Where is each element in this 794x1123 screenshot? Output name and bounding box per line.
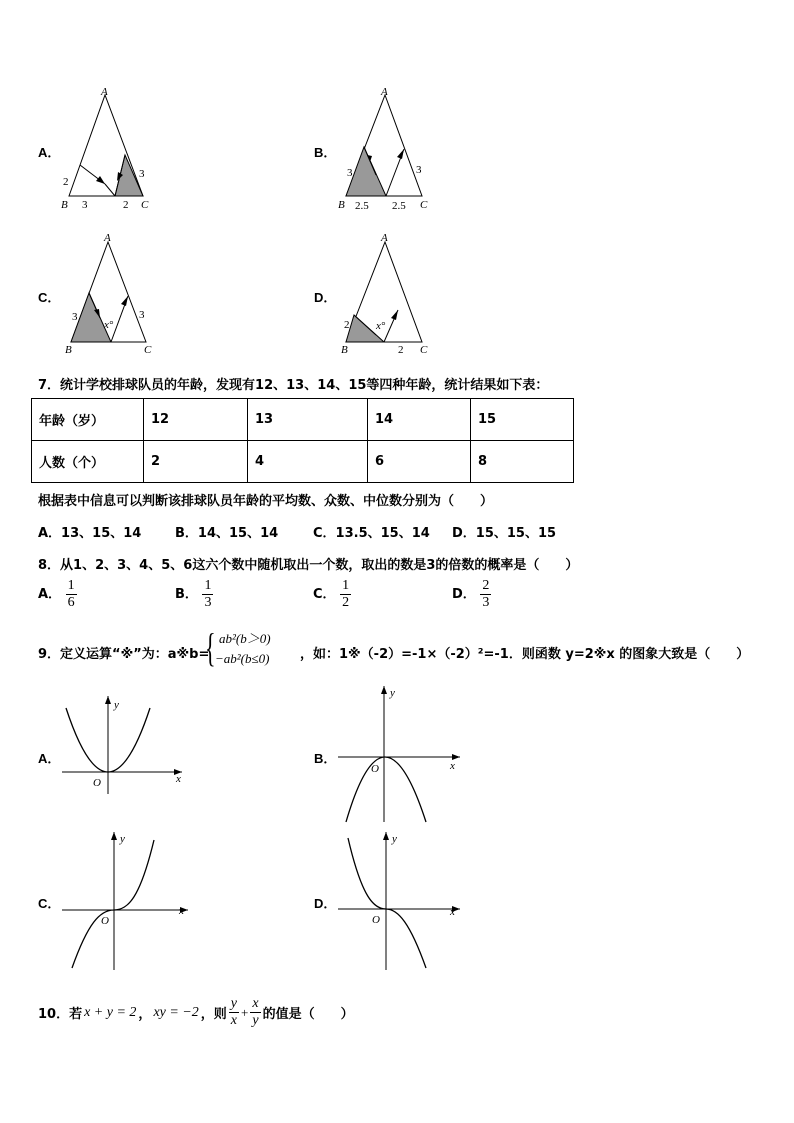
table-cell: 年龄（岁）: [32, 399, 144, 441]
denominator: 6: [67, 595, 75, 610]
q6-option-a-label[interactable]: A．: [38, 145, 61, 160]
q6-option-c-label[interactable]: C．: [38, 290, 61, 305]
q7-option-c[interactable]: C．13.5、15、14: [313, 526, 430, 541]
q8-stem: 8．从1、2、3、4、5、6这六个数中随机取出一个数，取出的数是3的倍数的概率是（ ）: [38, 558, 579, 573]
table-cell: 4: [248, 441, 368, 483]
q9-brace: {: [205, 625, 216, 670]
table-cell: 13: [248, 399, 368, 441]
q9-a-x-label: x: [176, 773, 181, 785]
table-cell: 12: [144, 399, 248, 441]
q9-prefix: 9．定义运算“※”为：a※b=: [38, 647, 210, 662]
q6-d-angle: x°: [376, 320, 386, 332]
denominator: x: [230, 1013, 237, 1028]
q9-b-y-label: y: [390, 687, 395, 699]
q6-d-vertex-b: B: [341, 344, 348, 356]
q9-c-origin: O: [101, 915, 109, 927]
q6-a-side-2: 3: [82, 199, 88, 211]
q9-c-y-label: y: [120, 833, 125, 845]
q8-option-a[interactable]: [38, 578, 77, 611]
q9-b-origin: O: [371, 763, 379, 775]
q6-c-vertex-c: C: [144, 344, 152, 356]
q10-separator: ，: [138, 1007, 152, 1022]
q10-cond-1: x + y = 2: [84, 1004, 137, 1020]
q8-option-b[interactable]: [175, 578, 213, 611]
table-row: [32, 441, 574, 483]
q6-c-side-2: 3: [139, 309, 145, 321]
table-cell: 14: [368, 399, 471, 441]
q6-b-side-4: 3: [416, 164, 422, 176]
denominator: 3: [204, 595, 212, 610]
q9-a-y-label: y: [114, 699, 119, 711]
q6-figure-d: [334, 230, 444, 360]
table-cell: 6: [368, 441, 471, 483]
denominator: 3: [482, 595, 490, 610]
fraction: [480, 578, 491, 611]
q7-stem: 7．统计学校排球队员的年龄，发现有12、13、14、15等四种年龄，统计结果如下表：: [38, 378, 549, 393]
denominator: y: [252, 1013, 259, 1028]
q6-a-apex: A: [101, 86, 108, 98]
q8-option-d[interactable]: [452, 578, 491, 611]
q9-option-a-label[interactable]: A．: [38, 751, 61, 766]
q9-c-x-label: x: [179, 905, 184, 917]
q9-graph-c: [58, 828, 193, 973]
q9-a-origin: O: [93, 777, 101, 789]
q6-b-side-2: 2.5: [355, 200, 369, 212]
q6-figure-a: [55, 85, 165, 215]
q10-plus: +: [241, 1004, 249, 1020]
q6-c-vertex-b: B: [65, 344, 72, 356]
q6-option-d-label[interactable]: D．: [314, 290, 337, 305]
table-cell: 8: [471, 441, 574, 483]
q6-figure-b: [334, 85, 444, 215]
q6-option-b-label[interactable]: B．: [314, 145, 337, 160]
q6-d-side-1: 2: [344, 319, 350, 331]
q7-option-a[interactable]: A．13、15、14: [38, 526, 142, 541]
q6-a-side-3: 2: [123, 199, 129, 211]
q6-a-side-1: 2: [63, 176, 69, 188]
table-row: [32, 399, 574, 441]
q10-stem: [38, 996, 354, 1029]
q8-option-c[interactable]: [313, 578, 351, 611]
table-cell: 人数（个）: [32, 441, 144, 483]
numerator: 1: [342, 578, 350, 593]
numerator: x: [252, 996, 259, 1011]
q9-graph-a: [58, 690, 193, 795]
q10-prefix: 10．若: [38, 1007, 83, 1022]
q9-option-d-label[interactable]: D．: [314, 896, 337, 911]
q9-b-x-label: x: [450, 760, 455, 772]
q9-case-2: −ab²(b≤0): [215, 651, 270, 666]
numerator: y: [230, 996, 237, 1011]
q6-d-apex: A: [381, 232, 388, 244]
q8-option-b-label: B．: [175, 587, 198, 602]
q9-option-c-label[interactable]: C．: [38, 896, 61, 911]
fraction: [340, 578, 351, 611]
q7-option-d[interactable]: D．15、15、15: [452, 526, 557, 541]
q6-a-side-4: 3: [139, 168, 145, 180]
q6-b-vertex-c: C: [420, 199, 428, 211]
q9-d-origin: O: [372, 914, 380, 926]
q6-a-vertex-b: B: [61, 199, 68, 211]
q9-graph-b: [334, 682, 469, 827]
q9-option-b-label[interactable]: B．: [314, 751, 337, 766]
numerator: 1: [67, 578, 75, 593]
q8-option-c-label: C．: [313, 587, 336, 602]
q6-d-side-2: 2: [398, 344, 404, 356]
q10-fraction-2: [250, 996, 260, 1029]
q10-cond-2: xy = −2: [153, 1004, 199, 1020]
q10-fraction-1: [229, 996, 239, 1029]
fraction: [202, 578, 213, 611]
table-cell: 15: [471, 399, 574, 441]
q6-figure-c: [58, 230, 168, 360]
fraction: [66, 578, 77, 611]
q7-question: 根据表中信息可以判断该排球队员年龄的平均数、众数、中位数分别为（ ）: [38, 494, 494, 509]
numerator: 1: [204, 578, 212, 593]
q8-option-d-label: D．: [452, 587, 476, 602]
q6-c-side-1: 3: [72, 311, 78, 323]
q6-b-apex: A: [381, 86, 388, 98]
q6-c-apex: A: [104, 232, 111, 244]
q6-d-vertex-c: C: [420, 344, 428, 356]
table-cell: 2: [144, 441, 248, 483]
q6-b-side-3: 2.5: [392, 200, 406, 212]
q8-option-a-label: A．: [38, 587, 62, 602]
q7-table: [31, 398, 574, 483]
q6-b-vertex-b: B: [338, 199, 345, 211]
q9-graph-d: [334, 828, 469, 973]
q9-suffix: ，如：1※（-2）=-1×（-2）²=-1．则函数 y=2※x 的图象大致是（ ）: [300, 647, 750, 662]
q10-mid: ，则: [200, 1007, 227, 1022]
denominator: 2: [342, 595, 350, 610]
q6-b-side-1: 3: [347, 167, 353, 179]
q9-d-y-label: y: [392, 833, 397, 845]
q6-a-vertex-c: C: [141, 199, 149, 211]
q6-c-angle: x°: [104, 319, 114, 331]
q9-case-1: ab²(b＞0): [219, 631, 271, 646]
q7-option-b[interactable]: B．14、15、14: [175, 526, 279, 541]
q9-d-x-label: x: [450, 906, 455, 918]
q10-suffix: 的值是（ ）: [262, 1007, 354, 1022]
numerator: 2: [482, 578, 490, 593]
